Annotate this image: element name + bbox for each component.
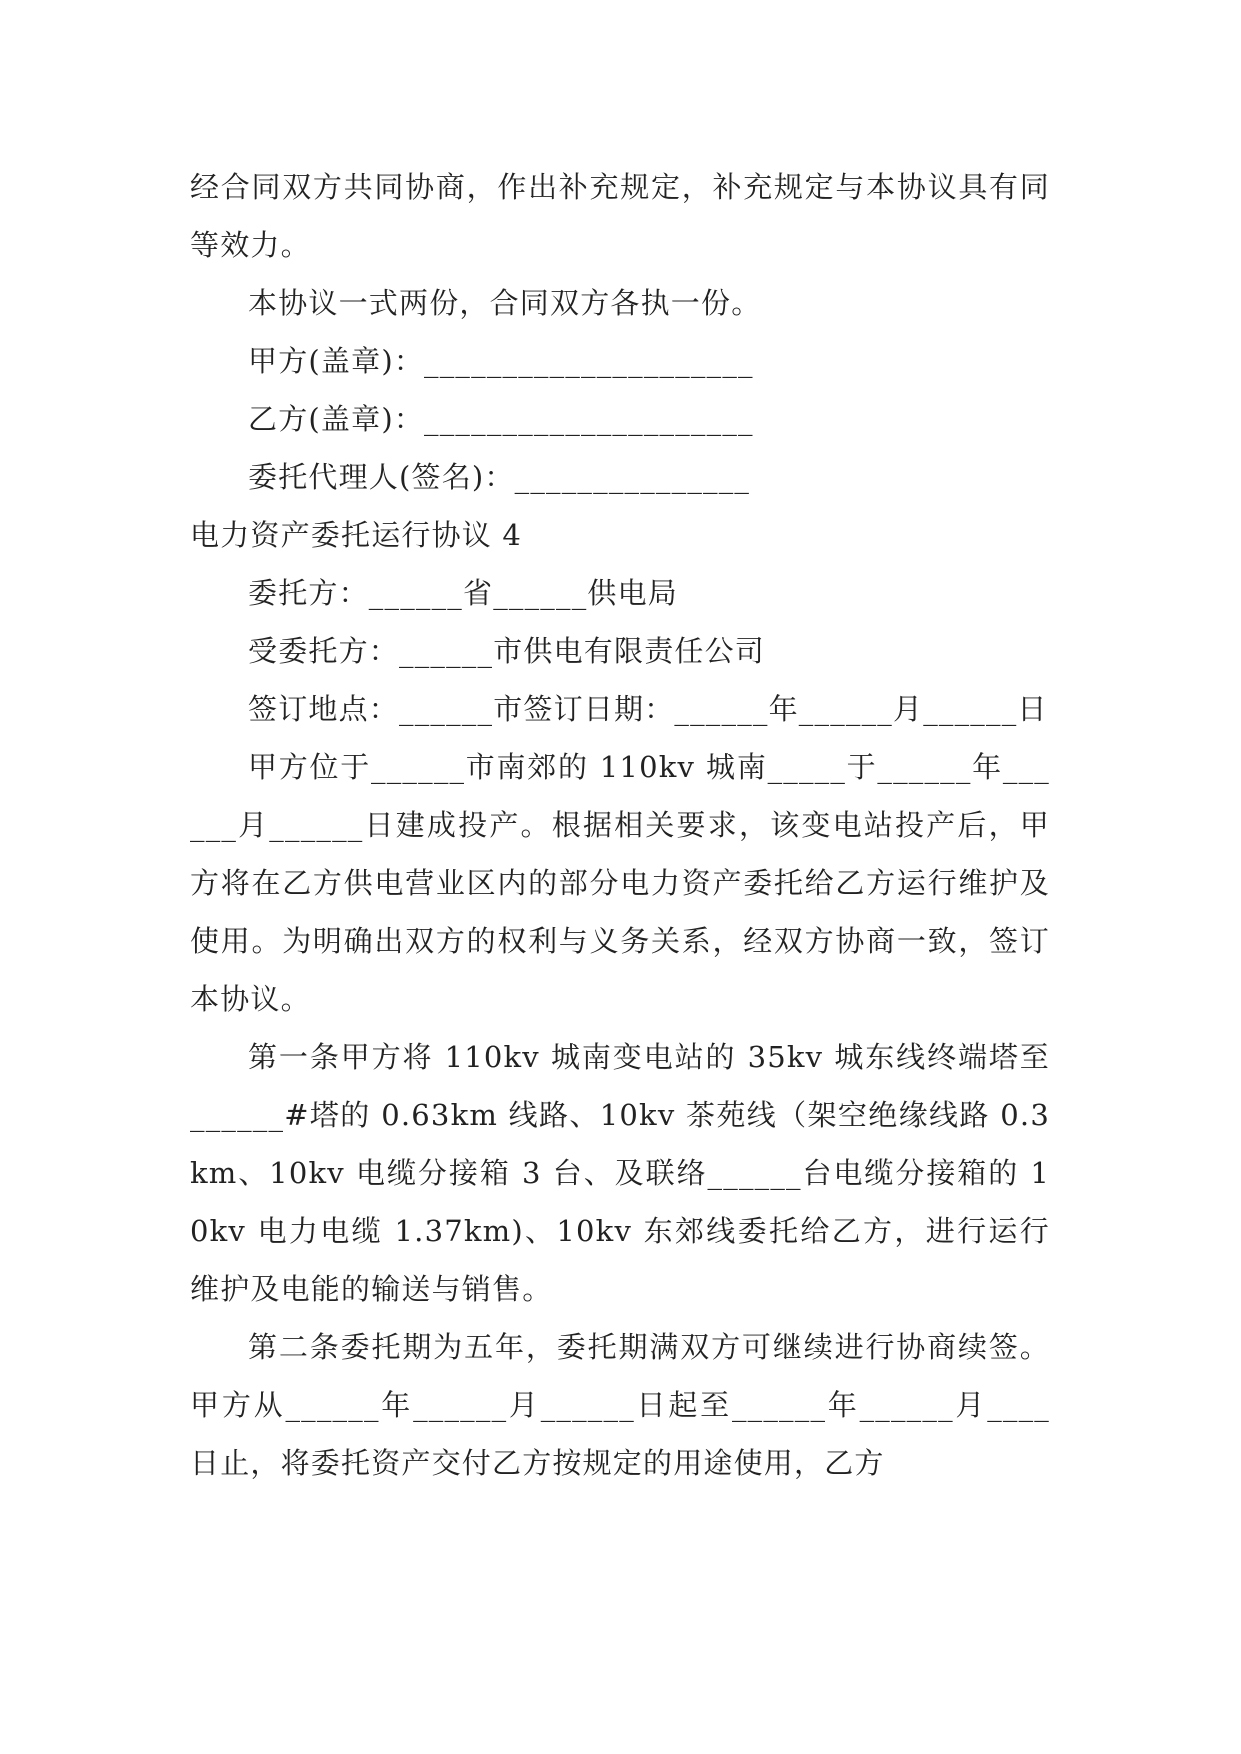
paragraph-supplement-effect: 经合同双方共同协商，作出补充规定，补充规定与本协议具有同等效力。 [190,170,1050,262]
paragraph-copies: 本协议一式两份，合同双方各执一份。 [248,286,762,320]
agent-signature-line: 委托代理人(签名)：_______________ [248,460,751,494]
party-b-seal-line: 乙方(盖章)：_____________________ [248,402,754,436]
signing-place-date-line: 签订地点：______市签订日期：______年______月______日 [248,692,1048,726]
entrusted-party-line: 受委托方：______市供电有限责任公司 [248,634,766,668]
party-a-seal-line: 甲方(盖章)：_____________________ [248,344,754,378]
paragraph-background: 甲方位于______市南郊的 110kv 城南_____于______年______月______日建成投产。根据相关要求，该变电站投产后，甲方将在乙方供电营业区内的部分电力资产委托给乙方运行维护及使用。为明确出双方的权利与义务关系，经双方协商一致，签订本协议。 [190,750,1050,1016]
article-two: 第二条委托期为五年，委托期满双方可继续进行协商续签。甲方从______年______月______日起至______年______月____日止，将委托资产交付乙方按规定的用途使用，乙方 [190,1330,1050,1480]
section-title: 电力资产委托运行协议 4 [190,518,523,552]
document-body [190,158,1050,1492]
entrusting-party-line: 委托方：______省______供电局 [248,576,679,610]
article-one: 第一条甲方将 110kv 城南变电站的 35kv 城东线终端塔至______#塔的 0.63km 线路、10kv 茶苑线（架空绝缘线路 0.3km、10kv 电缆分接箱 3 台、及联络______台电缆分接箱的 10kv 电力电缆 1.37km)、10kv 东郊线委托给乙方，进行运行维护及电能的输送与销售。 [190,1040,1050,1306]
